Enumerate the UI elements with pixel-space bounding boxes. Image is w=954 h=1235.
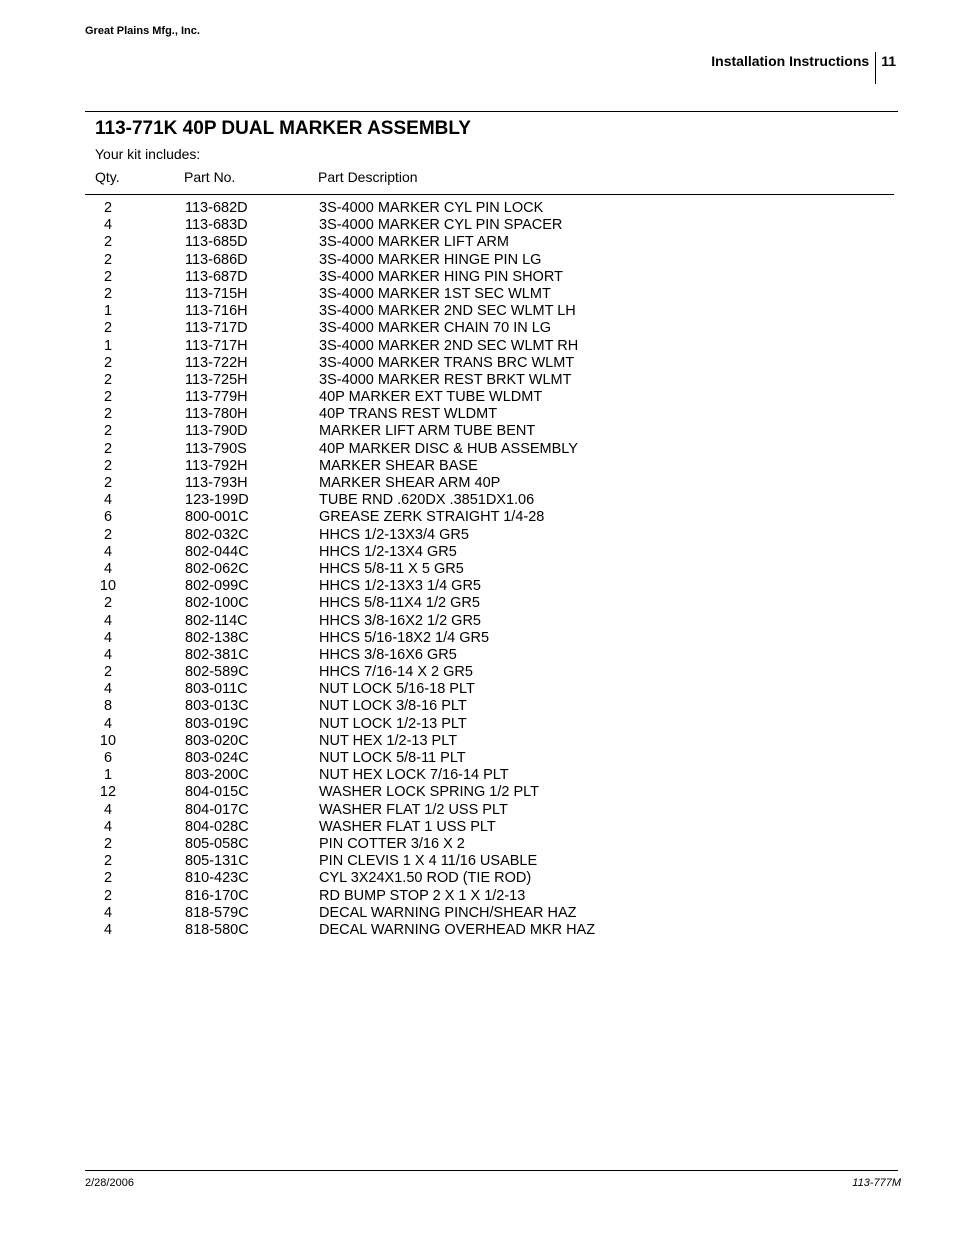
part-no-cell: 113-717H [185,337,248,354]
qty-cell: 2 [103,835,113,852]
table-row [0,698,954,715]
qty-column-header: Qty. [95,169,120,185]
kit-intro: Your kit includes: [95,146,201,162]
part-no-cell: 113-716H [185,303,248,320]
description-cell: 40P MARKER DISC & HUB ASSEMBLY [319,440,578,457]
qty-cell: 6 [103,509,113,526]
qty-cell: 4 [103,629,113,646]
qty-cell: 4 [103,921,113,938]
qty-cell: 2 [103,234,113,251]
bottom-rule [85,1170,898,1171]
table-row [0,234,954,251]
description-cell: PIN CLEVIS 1 X 4 11/16 USABLE [319,853,538,870]
qty-cell: 10 [99,732,117,749]
qty-cell: 1 [103,303,113,320]
top-rule [85,111,898,112]
company-name: Great Plains Mfg., Inc. [85,25,200,37]
part-no-cell: 802-099C [185,578,249,595]
part-no-column-header: Part No. [184,169,236,185]
description-cell: WASHER FLAT 1 USS PLT [319,818,496,835]
description-cell: 3S-4000 MARKER CYL PIN LOCK [319,200,544,216]
part-no-cell: 803-011C [185,681,248,698]
footer-doc-number: 113-777M [852,1177,901,1189]
table-row [0,458,954,475]
description-cell: HHCS 1/2-13X3/4 GR5 [319,526,469,543]
part-no-cell: 803-200C [185,767,249,784]
qty-cell: 1 [103,337,113,354]
qty-cell: 2 [103,406,113,423]
table-row [0,905,954,922]
qty-cell: 2 [103,475,113,491]
part-no-cell: 113-715H [185,285,248,302]
part-no-cell: 113-790S [185,440,247,457]
qty-cell: 2 [103,423,113,440]
description-cell: WASHER FLAT 1/2 USS PLT [319,801,508,818]
description-cell: MARKER LIFT ARM TUBE BENT [319,423,536,440]
footer-date: 2/28/2006 [85,1177,134,1189]
table-row [0,303,954,320]
part-no-cell: 804-028C [185,818,249,835]
table-row [0,681,954,698]
qty-cell: 6 [103,750,113,766]
part-no-cell: 802-381C [185,646,249,663]
table-row [0,750,954,767]
description-cell: HHCS 3/8-16X6 GR5 [319,646,457,663]
qty-cell: 4 [103,904,113,921]
part-no-cell: 805-058C [185,835,249,852]
part-no-cell: 113-725H [185,371,248,388]
part-no-cell: 113-722H [185,354,248,371]
part-no-cell: 113-687D [185,268,248,285]
table-row [0,836,954,853]
table-row [0,630,954,647]
qty-cell: 4 [103,612,113,629]
qty-cell: 2 [103,389,113,406]
table-row [0,595,954,612]
description-cell: 3S-4000 MARKER 2ND SEC WLMT RH [319,337,579,354]
description-cell: 3S-4000 MARKER HINGE PIN LG [319,251,542,268]
description-cell: HHCS 7/16-14 X 2 GR5 [319,664,473,681]
description-cell: 3S-4000 MARKER REST BRKT WLMT [319,371,572,388]
table-row [0,716,954,733]
table-row [0,217,954,234]
table-row [0,269,954,286]
description-cell: NUT HEX 1/2-13 PLT [319,732,458,749]
part-no-cell: 818-579C [185,904,249,921]
qty-cell: 4 [103,818,113,835]
part-no-cell: 800-001C [185,509,249,526]
table-row [0,200,954,217]
part-no-cell: 802-044C [185,543,249,560]
part-no-cell: 113-793H [185,475,248,491]
part-no-cell: 804-015C [185,784,249,801]
part-no-cell: 802-062C [185,560,249,577]
part-no-cell: 816-170C [185,887,249,904]
qty-cell: 4 [103,543,113,560]
qty-cell: 2 [103,440,113,457]
description-cell: DECAL WARNING OVERHEAD MKR HAZ [319,921,596,938]
table-row [0,372,954,389]
part-no-cell: 802-114C [185,612,248,629]
part-no-cell: 113-685D [185,234,248,251]
table-row [0,613,954,630]
description-cell: NUT LOCK 3/8-16 PLT [319,698,467,715]
description-cell: HHCS 5/8-11 X 5 GR5 [319,560,464,577]
qty-cell: 12 [99,784,117,801]
part-no-cell: 803-020C [185,732,249,749]
page-title: 113-771K 40P DUAL MARKER ASSEMBLY [95,118,471,139]
qty-cell: 4 [103,646,113,663]
table-row [0,509,954,526]
qty-cell: 2 [103,268,113,285]
part-no-cell: 113-682D [185,200,248,216]
parts-list [0,200,954,939]
table-row [0,527,954,544]
qty-cell: 2 [103,285,113,302]
part-no-cell: 804-017C [185,801,249,818]
part-no-cell: 810-423C [185,870,249,887]
table-row [0,561,954,578]
table-row [0,853,954,870]
qty-cell: 2 [103,200,113,216]
description-cell: NUT LOCK 5/8-11 PLT [319,750,466,766]
table-row [0,320,954,337]
qty-cell: 4 [103,560,113,577]
qty-cell: 8 [103,698,113,715]
part-no-cell: 803-019C [185,715,249,732]
table-row [0,544,954,561]
qty-cell: 1 [103,767,113,784]
qty-cell: 2 [103,251,113,268]
part-no-cell: 805-131C [185,853,249,870]
table-row [0,870,954,887]
part-no-cell: 802-100C [185,595,249,612]
table-row [0,784,954,801]
qty-cell: 2 [103,887,113,904]
qty-cell: 4 [103,801,113,818]
table-row [0,441,954,458]
description-cell: 3S-4000 MARKER CYL PIN SPACER [319,217,563,234]
description-cell: HHCS 1/2-13X3 1/4 GR5 [319,578,481,595]
description-column-header: Part Description [318,169,418,185]
qty-cell: 2 [103,853,113,870]
table-row [0,338,954,355]
description-cell: HHCS 1/2-13X4 GR5 [319,543,457,560]
header-rule [85,194,894,195]
qty-cell: 4 [103,715,113,732]
table-row [0,252,954,269]
table-row [0,922,954,939]
qty-cell: 2 [103,664,113,681]
qty-cell: 2 [103,870,113,887]
part-no-cell: 123-199D [185,492,249,509]
table-row [0,664,954,681]
table-row [0,802,954,819]
description-cell: 40P MARKER EXT TUBE WLDMT [319,389,543,406]
description-cell: NUT LOCK 1/2-13 PLT [319,715,467,732]
description-cell: 3S-4000 MARKER 2ND SEC WLMT LH [319,303,576,320]
qty-cell: 2 [103,371,113,388]
description-cell: 40P TRANS REST WLDMT [319,406,498,423]
table-row [0,423,954,440]
part-no-cell: 818-580C [185,921,249,938]
table-row [0,647,954,664]
part-no-cell: 802-589C [185,664,249,681]
description-cell: TUBE RND .620DX .3851DX1.06 [319,492,535,509]
table-row [0,888,954,905]
part-no-cell: 113-792H [185,457,248,474]
table-row [0,355,954,372]
table-row [0,406,954,423]
description-cell: HHCS 5/16-18X2 1/4 GR5 [319,629,490,646]
part-no-cell: 113-717D [185,320,248,337]
table-row [0,475,954,492]
table-row [0,733,954,750]
part-no-cell: 803-013C [185,698,249,715]
description-cell: RD BUMP STOP 2 X 1 X 1/2-13 [319,887,526,904]
section-title: Installation Instructions [711,53,870,69]
part-no-cell: 113-790D [185,423,248,440]
part-no-cell: 802-138C [185,629,249,646]
qty-cell: 2 [103,354,113,371]
description-cell: MARKER SHEAR BASE [319,457,478,474]
description-cell: 3S-4000 MARKER LIFT ARM [319,234,509,251]
part-no-cell: 113-780H [185,406,248,423]
part-no-cell: 803-024C [185,750,249,766]
description-cell: HHCS 5/8-11X4 1/2 GR5 [319,595,480,612]
part-no-cell: 113-779H [185,389,248,406]
description-cell: NUT HEX LOCK 7/16-14 PLT [319,767,509,784]
qty-cell: 2 [103,320,113,337]
description-cell: CYL 3X24X1.50 ROD (TIE ROD) [319,870,532,887]
description-cell: 3S-4000 MARKER 1ST SEC WLMT [319,285,551,302]
qty-cell: 2 [103,457,113,474]
description-cell: PIN COTTER 3/16 X 2 [319,835,465,852]
table-row [0,389,954,406]
table-row [0,578,954,595]
description-cell: 3S-4000 MARKER TRANS BRC WLMT [319,354,575,371]
part-no-cell: 802-032C [185,526,249,543]
table-row [0,492,954,509]
qty-cell: 4 [103,492,113,509]
table-row [0,286,954,303]
description-cell: GREASE ZERK STRAIGHT 1/4-28 [319,509,545,526]
qty-cell: 4 [103,681,113,698]
description-cell: DECAL WARNING PINCH/SHEAR HAZ [319,904,577,921]
table-row [0,819,954,836]
qty-cell: 2 [103,595,113,612]
description-cell: NUT LOCK 5/16-18 PLT [319,681,475,698]
table-row [0,767,954,784]
description-cell: 3S-4000 MARKER HING PIN SHORT [319,268,563,285]
part-no-cell: 113-686D [185,251,248,268]
part-no-cell: 113-683D [185,217,248,234]
description-cell: MARKER SHEAR ARM 40P [319,475,501,491]
qty-cell: 4 [103,217,113,234]
description-cell: 3S-4000 MARKER CHAIN 70 IN LG [319,320,552,337]
page-number: 11 [881,53,896,69]
qty-cell: 10 [99,578,117,595]
description-cell: WASHER LOCK SPRING 1/2 PLT [319,784,539,801]
description-cell: HHCS 3/8-16X2 1/2 GR5 [319,612,481,629]
qty-cell: 2 [103,526,113,543]
page-header [711,52,896,84]
